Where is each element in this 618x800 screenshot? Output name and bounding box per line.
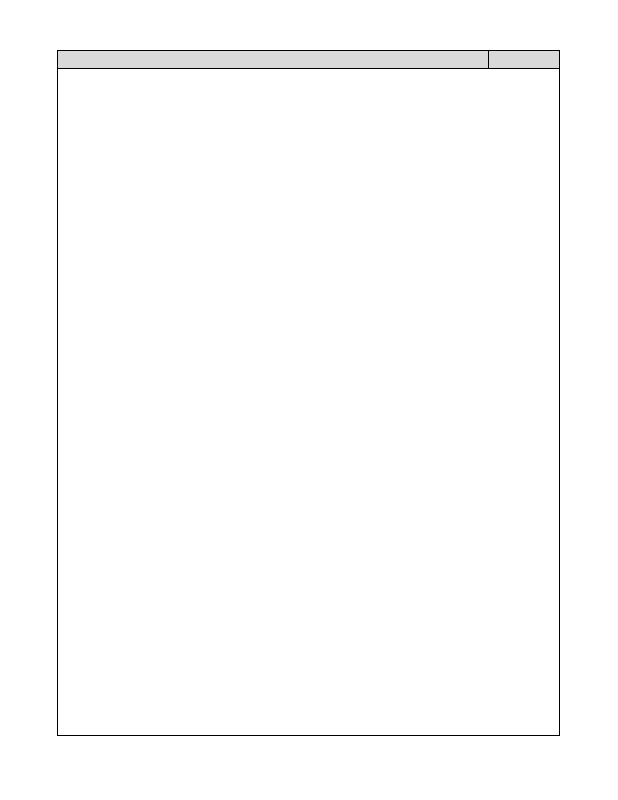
roll-number-table bbox=[57, 50, 560, 736]
date-time-heading bbox=[489, 51, 559, 69]
roll-numbers-heading bbox=[58, 51, 489, 69]
